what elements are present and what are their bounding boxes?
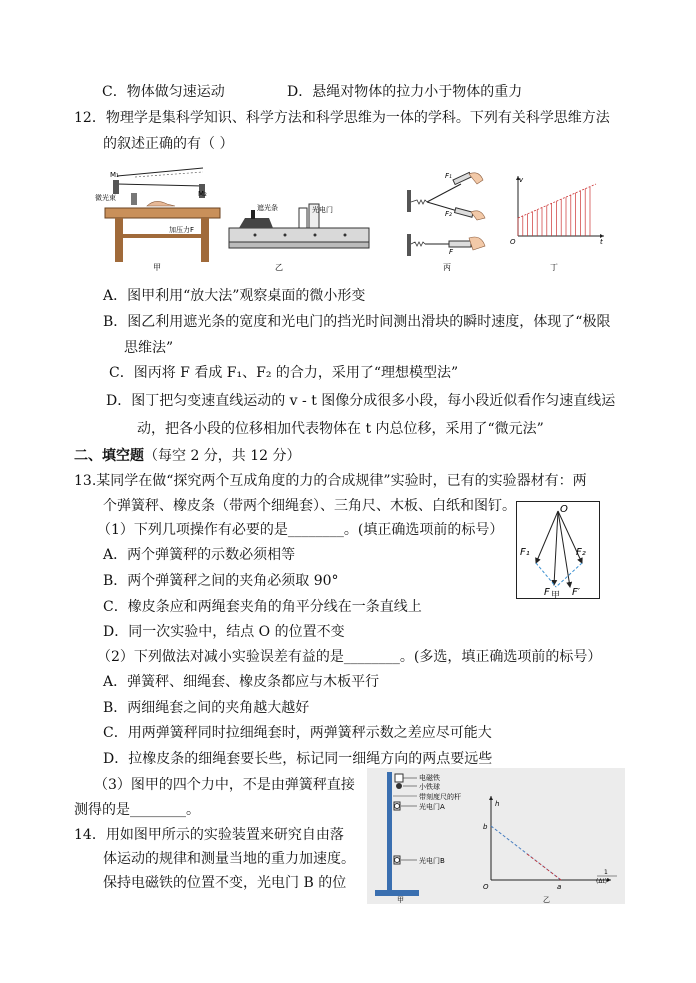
- q14-line1: 14．用如图甲所示的实验装置来研究自由落: [74, 827, 344, 843]
- section-title: [74, 447, 301, 465]
- q13-part2-d: D．拉橡皮条的细绳套要长些，标记同一细绳方向的两点要远些: [103, 751, 493, 767]
- section-note: （每空 2 分，共 12 分）: [144, 448, 301, 464]
- label-h: h: [495, 800, 500, 808]
- caption-jia: 甲: [153, 263, 161, 272]
- q13-part1-c: C．橡皮条应和两绳套夹角的角平分线在一条直线上: [103, 599, 422, 615]
- label-magnet: 电磁铁: [419, 774, 440, 782]
- q13-part3-line2: 测得的是________。: [74, 802, 200, 818]
- q13-part2-b: B．两细绳套之间的夹角越大越好: [103, 700, 310, 716]
- q14-figure: [367, 768, 625, 904]
- label-v: v: [519, 176, 524, 184]
- section-title-text: 二、填空题: [74, 448, 144, 464]
- q12-stem-line1: 12．物理学是集科学知识、科学方法和科学思维为一体的学科。下列有关科学思维方法: [74, 110, 610, 126]
- label-t: t: [600, 238, 603, 246]
- label-ball: 小铁球: [419, 783, 440, 791]
- label-o-q14: O: [483, 883, 489, 891]
- q11-option-d: D．悬绳对物体的拉力小于物体的重力: [287, 84, 523, 100]
- q12-figure-jia: [95, 160, 225, 272]
- q12-option-a: A．图甲利用“放大法”观察桌面的微小形变: [103, 288, 366, 304]
- q13-stem-line1: 13.某同学在做“探究两个互成角度的力的合成规律”实验时，已有的实验器材有：两: [74, 473, 587, 489]
- q12-figure-ding: [508, 172, 608, 272]
- q13-part1-a: A．两个弹簧秤的示数必须相等: [103, 547, 296, 563]
- q14-line3: 保持电磁铁的位置不变，光电门 B 的位: [103, 875, 347, 891]
- xlabel-num: 1: [604, 869, 608, 876]
- q13-part1-d: D．同一次实验中，结点 O 的位置不变: [103, 624, 345, 640]
- caption-q14-yi: 乙: [543, 896, 550, 904]
- fig-o: O: [560, 504, 568, 515]
- label-gate: 光电门: [312, 206, 333, 214]
- q12-option-c: C．图丙将 F 看成 F₁、F₂ 的合力，采用了“理想模型法”: [109, 365, 459, 381]
- q13-figure-caption: 甲: [551, 591, 561, 601]
- xlabel-den: (Δt)²: [596, 878, 610, 885]
- q11-option-c: C．物体做匀速运动: [102, 84, 225, 100]
- label-laser: 微光束: [95, 194, 116, 202]
- q14-line2: 体运动的规律和测量当地的重力加速度。: [103, 851, 355, 867]
- label-f: F: [449, 248, 454, 256]
- label-strip: 遮光条: [257, 204, 278, 212]
- fig-fp: F′: [572, 587, 581, 598]
- q12-figure-bing: [405, 168, 489, 272]
- q12-option-b-line1: B．图乙利用遮光条的宽度和光电门的挡光时间测出滑块的瞬时速度，体现了“极限: [103, 314, 611, 330]
- q13-figure-jia: [516, 501, 600, 599]
- label-gate-b: 光电门B: [419, 857, 445, 865]
- label-rod: 带刻度尺的杆: [419, 793, 461, 801]
- q13-part2-a: A．弹簧秤、细绳套、橡皮条都应与木板平行: [103, 674, 380, 690]
- label-m2: M₂: [198, 190, 207, 198]
- label-m1: M₁: [110, 171, 119, 179]
- fig-f1: F₁: [520, 547, 530, 558]
- q13-part3-line1: （3）图甲的四个力中，不是由弹簧秤直接: [94, 777, 355, 793]
- label-o: O: [510, 238, 516, 246]
- fig-f: F: [544, 587, 550, 598]
- q13-part2: （2）下列做法对减小实验误差有益的是________。(多选，填正确选项前的标号）: [97, 649, 602, 665]
- q13-stem-line2: 个弹簧秤、橡皮条（带两个细绳套）、三角尺、木板、白纸和图钉。: [103, 498, 516, 514]
- q12-option-d-line2: 动，把各小段的位移相加代表物体在 t 内总位移，采用了“微元法”: [137, 421, 544, 437]
- q13-part1: （1）下列几项操作有必要的是________。(填正确选项前的标号）: [97, 522, 504, 538]
- label-b: b: [483, 823, 488, 831]
- q12-option-d-line1: D．图丁把匀变速直线运动的 v - t 图像分成很多小段，每小段近似看作匀速直线运: [106, 393, 616, 409]
- q12-stem-line2: 的叙述正确的有（ ）: [103, 136, 234, 152]
- label-f1: F₁: [445, 172, 452, 180]
- q12-option-b-line2: 思维法”: [124, 340, 174, 356]
- label-f2: F₂: [445, 210, 452, 218]
- label-gate-a: 光电门A: [419, 803, 445, 811]
- q13-part2-c: C．用两弹簧秤同时拉细绳套时，两弹簧秤示数之差应尽可能大: [103, 725, 492, 741]
- caption-ding: 丁: [550, 263, 558, 272]
- fig-f2: F₂: [576, 547, 586, 558]
- ding-strips: [518, 187, 590, 236]
- q12-figure-yi: [225, 198, 375, 272]
- caption-yi: 乙: [275, 263, 283, 272]
- caption-bing: 丙: [443, 263, 451, 272]
- caption-q14-jia: 甲: [397, 896, 404, 904]
- q13-part1-b: B．两个弹簧秤之间的夹角必须取 90°: [103, 573, 339, 589]
- label-a: a: [557, 883, 562, 891]
- label-press: 加压力F: [169, 226, 195, 234]
